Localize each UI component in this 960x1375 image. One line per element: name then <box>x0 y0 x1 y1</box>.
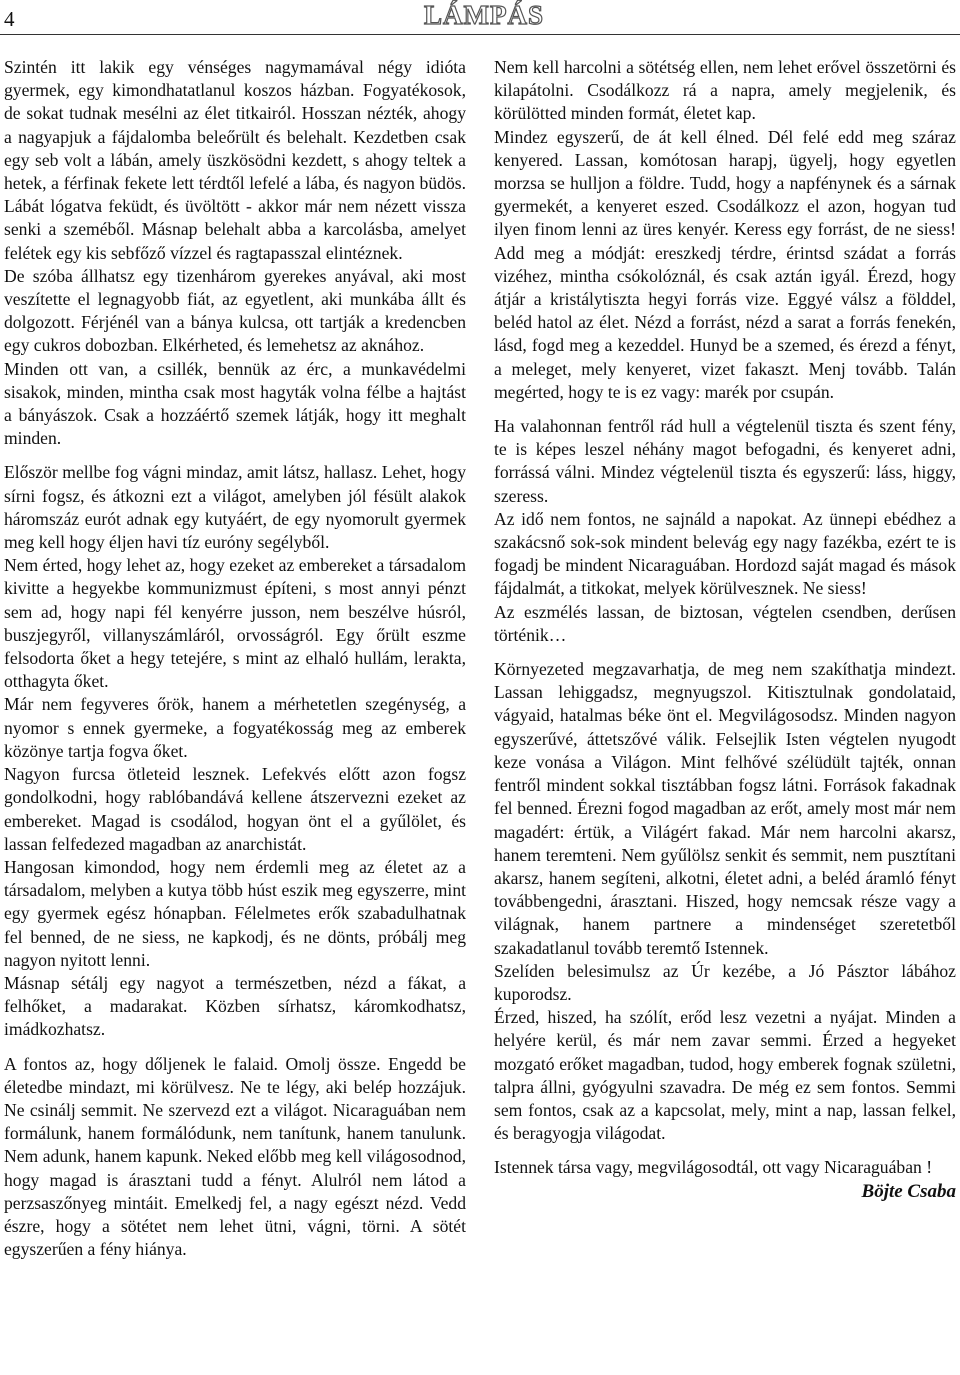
paragraph: Környezeted megzavarhatja, de meg nem szakíthatja mindezt. Lassan lehiggadsz, megnyugszol. Kitisztulnak gondolataid, vágyaid, hatalmas béke önt el. Megvilágosodsz. Minden nagyon egyszerűvé, áttetszővé válik. Felsejlik Isten végtelen nyugodt keze vonása a Világon. Mint felhővé szélüdült tajték, onnan fentről mindent sokkal tisztábban fogsz látni. Források fakadnak fel benned. Érezni fogod magadban az erőt, amely most már nem magadért: értük, a Világért fakad. Már nem harcolni akarsz, hanem teremteni. Nem gyűlölsz senkit és semmit, nem pusztítani akarsz, hanem segíteni, alkotni, életet adni, a beléd áramló fényt továbbengedni, árasztani. Hiszed, hogy nemcsak része vagy a világnak, hanem partnere a mindenséget szeretetből szakadatlanul tovább teremtő Istennek. <box>494 659 956 958</box>
paragraph: Először mellbe fog vágni mindaz, amit látsz, hallasz. Lehet, hogy sírni fogsz, és átkozni ezt a világot, amelyben jól fésült alakok háromszáz eurót adnak egy kutyáért, de egy nyomorult gyermek meg kell hogy éljen havi tíz euróny segélyből. <box>4 462 466 553</box>
left-column <box>4 56 466 1261</box>
paragraph: Már nem fegyveres őrök, hanem a mérhetetlen szegénység, a nyomor s ennek gyermeke, a fogyatékosság meg az emberek közönye tartja fogva őket. <box>4 694 466 761</box>
paragraph: Érzed, hiszed, ha szólít, erőd lesz vezetni a nyájat. Minden a helyére kerül, és már nem zavar semmi. Érzed a hegyeket mozgató erőket magadban, tudod, hogy emberek fognak születni, talpra állni, gyógyulni szavadra. De még ez sem fontos. Semmi sem fontos, csak az a kapcsolat, mely, mint a nap, lassan felkel, és beragyogja világodat. <box>494 1007 956 1144</box>
paragraph: Másnap sétálj egy nagyot a természetben, nézd a fákat, a felhőket, a madarakat. Közben sírhatsz, káromkodhatsz, imádkozhatsz. <box>4 972 466 1040</box>
header-rule <box>0 34 960 35</box>
paragraph: Az idő nem fontos, ne sajnáld a napokat. Az ünnepi ebédhez a szakácsnő sok-sok mindent belevág egy nagy fazékba, ezért te is fogadj be mindent Nicaraguában. Hordozd saját magad és mások fájdalmát, a titkokat, melyek körülvesznek. Ne siess! <box>494 508 956 599</box>
paragraph: Szintén itt lakik egy vénséges nagymamával négy idióta gyermek, egy kimondhatatlanul koszos házban. Fogyatékosok, de sokat tudnak mesélni az élet titkairól. Hosszan nézték, ahogy a nagyapjuk a fájdalomba beleőrült és belehalt. Kezdetben csak egy seb volt a lábán, amely üszkösödni kezdett, s ahogy teltek a hetek, a férfinak fekete lett térdtől lefelé a lába, és nagyon büdös. Lábát lógatva feküdt, és üvöltött - akkor már nem nézett vissza senki a szeméből. Másnap belehalt abba a karcolásba, amelyet felétek egy kis sebfőző vízzel és ragtapasszal elintéznek. <box>4 57 466 263</box>
paragraph: Nem érted, hogy lehet az, hogy ezeket az embereket a társadalom kivitte a hegyekbe kommunizmust építeni, s most annyi pénzt sem ad, hogy napi fél kenyérre jusson, nem beszélve húsról, buszjegyről, villanyszámláról, orvosságról. Egy őrült eszme felsodorta őket a hegy tetejére, s mint az elhaló hullám, lerakta, otthagyta őket. <box>4 555 466 692</box>
paragraph: Nagyon furcsa ötleteid lesznek. Lefekvés előtt azon fogsz gondolkodni, hogy rablóbandává kellene átszervezni ezeket az embereket. Magad is csodálod, hogyan önt el a gyűlölet, és lassan felfedezed magadban az anarchistát. <box>4 764 466 854</box>
paragraph: Mindez egyszerű, de át kell élned. Dél felé edd meg száraz kenyered. Lassan, komótosan harapj, ügyelj, hogy egyetlen morzsa se hulljon a földre. Tudd, hogy a napfénynek és a sárnak gyermekét, a kenyeret eszed. Csodálkozz el azon, hogyan tud ilyen finom lenni az üres kenyér. Keress egy forrást, de ne siess! Add meg a módját: ereszkedj térdre, érintsd szádat a forrás vizéhez, mintha csókolóznál, és csak aztán igyál. Érezd, hogy átjár a kristálytiszta hegyi forrás vize. Eggyé válsz a földdel, beléd hatol az élet. Nézd a forrást, nézd a sarat a forrás fenekén, lásd, fogd meg a kezeddel. Hunyd be a szemed, és érezd a fényt, a meleget, mely kenyeret, vizet fakaszt. Menj tovább. Talán megérted, hogy te is ez vagy: marék por csupán. <box>494 126 956 402</box>
paragraph: Ha valahonnan fentről rád hull a végtelenül tiszta és szent fény, te is képes leszel néhány magot befogadni, és kenyeret adni, forrássá válni. Mindez végtelenül tiszta és egyszerű: láss, higgy, szeress. <box>494 416 956 506</box>
page-number: 4 <box>4 7 15 31</box>
paragraph: Hangosan kimondod, hogy nem érdemli meg az életet az a társadalom, melyben a kutya több húst eszik meg egyszerre, mint egy gyermek egész hónapban. Félelmetes erők szabadulhatnak fel benned, de ne siess, ne kapkodj, és ne dönts, próbálj meg nagyon nyitott lenni. <box>4 856 466 970</box>
page-header <box>0 0 960 44</box>
paragraph: A fontos az, hogy dőljenek le falaid. Omolj össze. Engedd be életedbe mindazt, mi körülvesz. Ne te légy, aki belép hozzájuk. Ne csinálj semmit. Ne szervezd ezt a világot. Nicaraguában nem formálunk, hanem formálódunk, nem tanítunk, hanem tanulunk. Nem adunk, hanem kapunk. Neked előbb meg kell világosodnod, hogy magad is árasztani tudd a fényt. Alulról nem látod a perzsaszőnyeg mintáit. Emelkedj fel, a nagy egészt nézd. Vedd észre, hogy a sötétet nem lehet ütni, vágni, törni. A sötét egyszerűen a fény hiánya. <box>4 1053 466 1260</box>
paragraph: Az eszmélés lassan, de biztosan, végtelen csendben, derűsen történik… <box>494 601 956 645</box>
paragraph: De szóba állhatsz egy tizenhárom gyerekes anyával, aki most veszítette el legnagyobb fiát, az egyetlent, aki munkába állt és dolgozott. Férjénél van a bánya kulcsa, ott tartják a kredencben egy cukros dobozban. Elkérheted, és lemehetsz az aknához. <box>4 265 466 356</box>
right-column <box>494 56 956 1203</box>
paragraph: Istennek társa vagy, megvilágosodtál, ott vagy Nicaraguában ! <box>494 1157 933 1178</box>
paragraph: Szelíden belesimulsz az Úr kezébe, a Jó Pásztor lábához kuporodsz. <box>494 960 956 1004</box>
magazine-title: LÁMPÁS <box>424 0 544 30</box>
paragraph-gap <box>494 647 956 658</box>
paragraph-gap <box>4 450 466 461</box>
paragraph-gap <box>494 404 956 415</box>
author-signature: Böjte Csaba <box>861 1180 956 1202</box>
paragraph-gap <box>4 1042 466 1053</box>
paragraph-gap <box>494 1145 956 1156</box>
paragraph: Nem kell harcolni a sötétség ellen, nem lehet erővel összetörni és kilapátolni. Csodálkozz rá a napra, amely megjelenik, és körülötted minden formát, életet kap. <box>494 57 956 124</box>
paragraph: Minden ott van, a csillék, bennük az érc, a munkavédelmi sisakok, minden, mintha csak most hagyták volna félbe a hajtást a bányászok. Csak a hozzáértő szemek látják, hogy itt meghalt minden. <box>4 358 466 449</box>
